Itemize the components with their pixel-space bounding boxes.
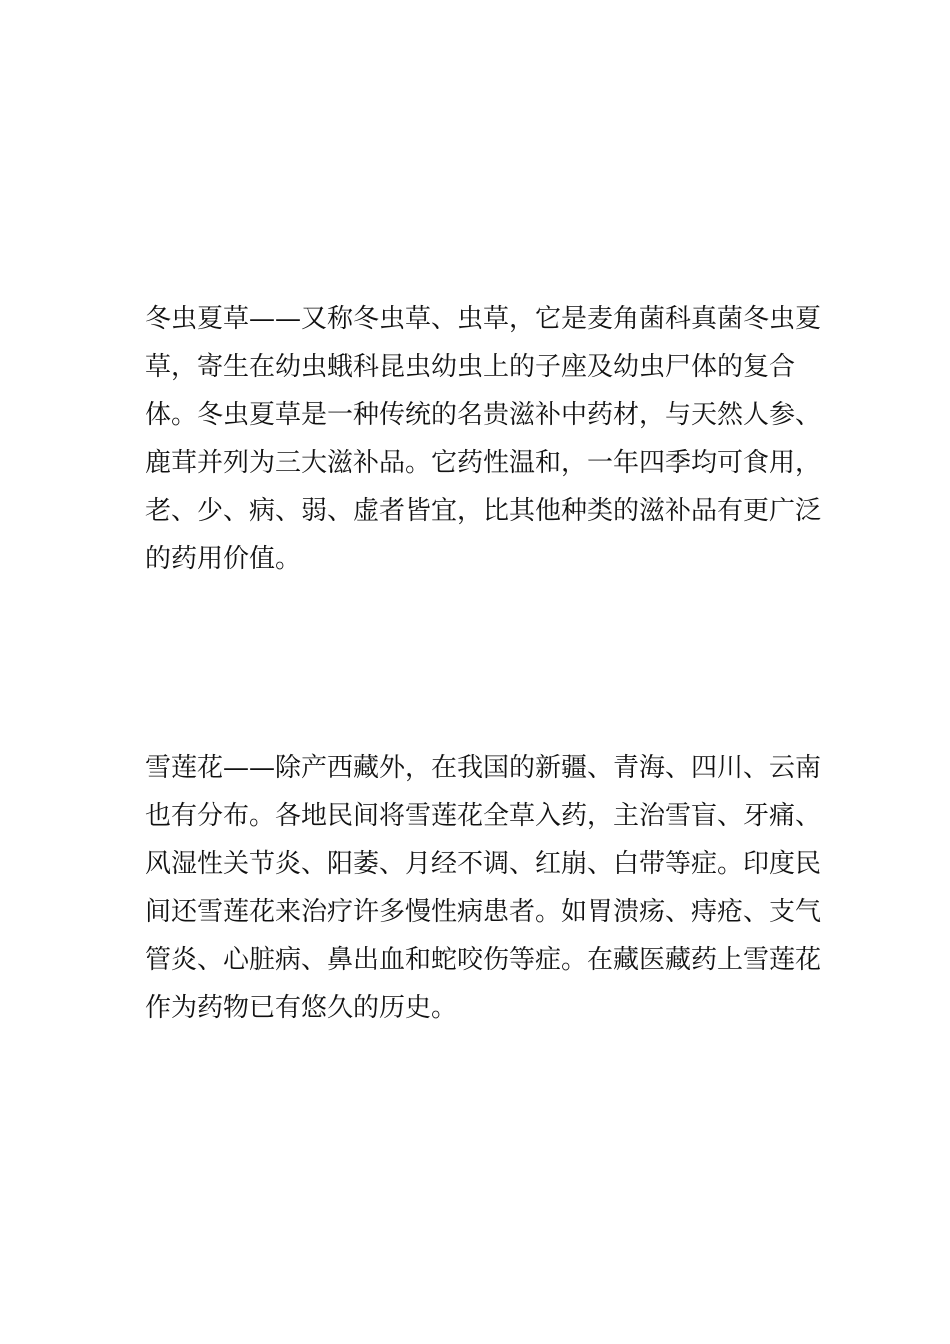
text-line: 老、少、病、弱、虚者皆宜，比其他种类的滋补品有更广泛 [145,496,822,526]
text-line: 也有分布。各地民间将雪莲花全草入药，主治雪盲、牙痛、 [145,801,822,831]
text-line: 管炎、心脏病、鼻出血和蛇咬伤等症。在藏医藏药上雪莲花 [145,945,822,975]
text-line: 风湿性关节炎、阳萎、月经不调、红崩、白带等症。印度民 [145,849,822,879]
text-line: 草，寄生在幼虫蛾科昆虫幼虫上的子座及幼虫尸体的复合 [145,352,796,382]
text-line: 间还雪莲花来治疗许多慢性病患者。如胃溃疡、痔疮、支气 [145,897,822,927]
paragraph-snow-lotus [145,744,822,1032]
text-line: 的药用价值。 [145,544,302,574]
text-line: 雪莲花——除产西藏外，在我国的新疆、青海、四川、云南 [145,753,822,783]
text-line: 作为药物已有悠久的历史。 [145,993,458,1023]
paragraph-cordyceps [145,295,822,583]
text-line: 体。冬虫夏草是一种传统的名贵滋补中药材，与天然人参、 [145,400,822,430]
text-line: 鹿茸并列为三大滋补品。它药性温和，一年四季均可食用， [145,448,822,478]
text-line: 冬虫夏草——又称冬虫草、虫草，它是麦角菌科真菌冬虫夏 [145,304,822,334]
